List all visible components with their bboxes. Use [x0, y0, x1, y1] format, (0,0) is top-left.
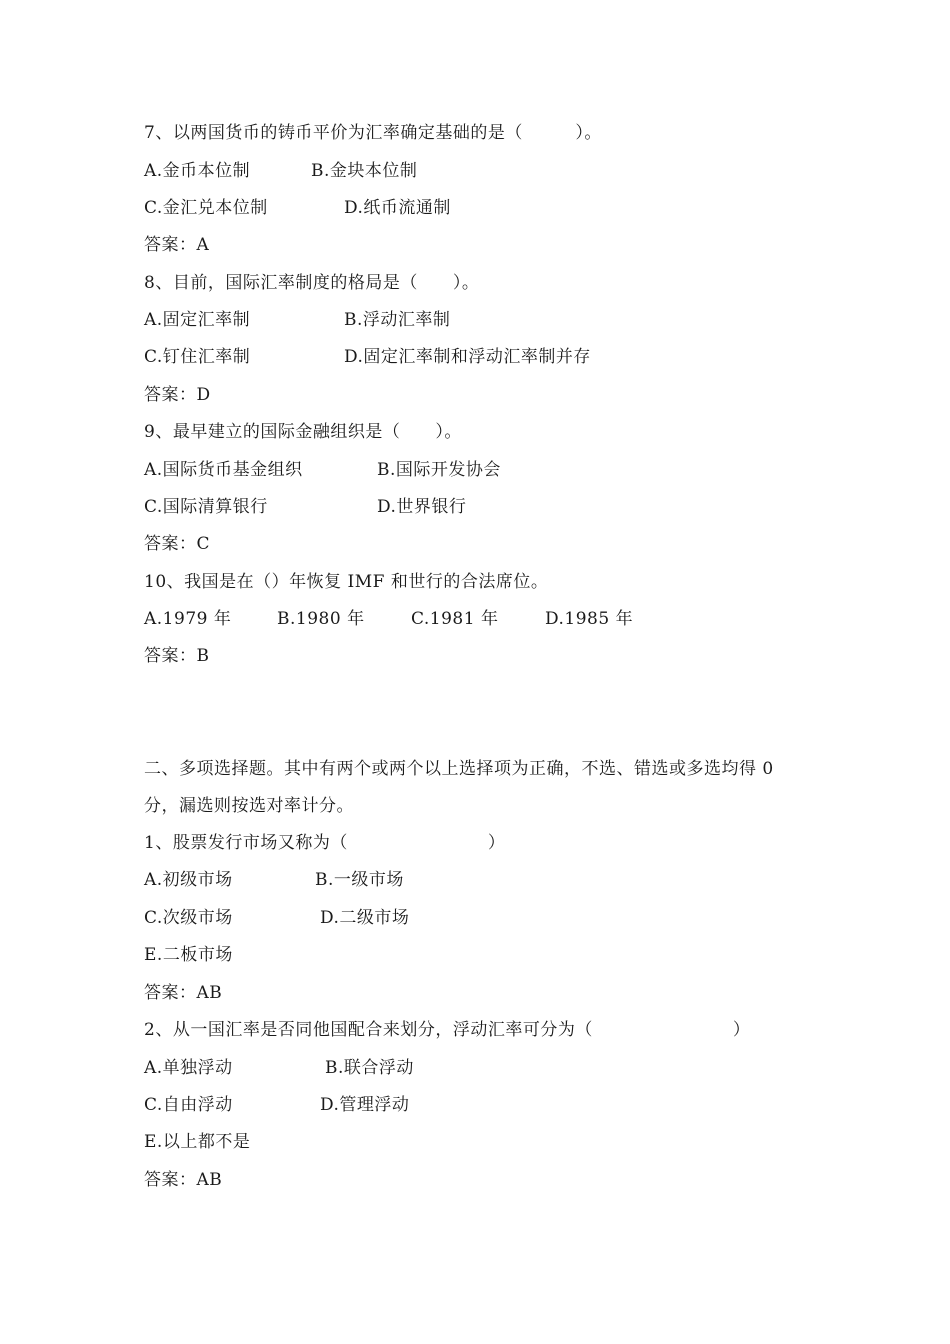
multi-question-1-answer: 答案：AB	[144, 983, 223, 1003]
question-7-option-b: B.金块本位制	[311, 161, 418, 181]
multi-question-1-stem: 1、股票发行市场又称为（ ）	[144, 833, 506, 853]
multi-question-2-stem: 2、从一国汇率是否同他国配合来划分，浮动汇率可分为（ ）	[144, 1020, 751, 1040]
multi-question-2-option-e: E.以上都不是	[144, 1132, 251, 1152]
question-9-option-d: D.世界银行	[377, 497, 467, 517]
question-10-option-a: A.1979 年	[144, 609, 232, 629]
section-2-heading: 二、多项选择题。其中有两个或两个以上选择项为正确，不选、错选或多选均得 0	[144, 759, 774, 779]
question-9-answer: 答案：C	[144, 534, 211, 554]
question-7-answer: 答案：A	[144, 235, 210, 255]
question-10-stem: 10、我国是在（）年恢复 IMF 和世行的合法席位。	[144, 572, 549, 592]
question-8-stem: 8、目前，国际汇率制度的格局是（ ）。	[144, 273, 480, 293]
multi-question-1-option-c: C.次级市场	[144, 908, 233, 928]
question-7-stem: 7、以两国货币的铸币平价为汇率确定基础的是（ ）。	[144, 123, 602, 143]
multi-question-1-option-e: E.二板市场	[144, 945, 233, 965]
question-7-option-d: D.纸币流通制	[344, 198, 451, 218]
question-8-option-d: D.固定汇率制和浮动汇率制并存	[344, 347, 591, 367]
question-9-option-c: C.国际清算银行	[144, 497, 268, 517]
question-8-option-b: B.浮动汇率制	[344, 310, 451, 330]
question-10-option-d: D.1985 年	[545, 609, 634, 629]
question-9-option-a: A.国际货币基金组织	[144, 460, 303, 480]
question-7-option-a: A.金币本位制	[144, 161, 251, 181]
question-9-stem: 9、最早建立的国际金融组织是（ ）。	[144, 422, 462, 442]
section-2-heading-cont: 分，漏选则按选对率计分。	[144, 796, 354, 816]
question-10-answer: 答案：B	[144, 646, 210, 666]
multi-question-1-option-b: B.一级市场	[315, 870, 404, 890]
question-9-option-b: B.国际开发协会	[377, 460, 501, 480]
multi-question-2-option-b: B.联合浮动	[325, 1058, 414, 1078]
multi-question-2-option-a: A.单独浮动	[144, 1058, 233, 1078]
multi-question-2-option-c: C.自由浮动	[144, 1095, 233, 1115]
multi-question-1-option-a: A.初级市场	[144, 870, 233, 890]
multi-question-2-answer: 答案：AB	[144, 1170, 223, 1190]
question-8-option-a: A.固定汇率制	[144, 310, 251, 330]
multi-question-2-option-d: D.管理浮动	[320, 1095, 410, 1115]
question-10-option-b: B.1980 年	[277, 609, 365, 629]
question-10-option-c: C.1981 年	[411, 609, 499, 629]
question-8-answer: 答案：D	[144, 385, 211, 405]
question-8-option-c: C.钉住汇率制	[144, 347, 251, 367]
question-7-option-c: C.金汇兑本位制	[144, 198, 268, 218]
multi-question-1-option-d: D.二级市场	[320, 908, 410, 928]
